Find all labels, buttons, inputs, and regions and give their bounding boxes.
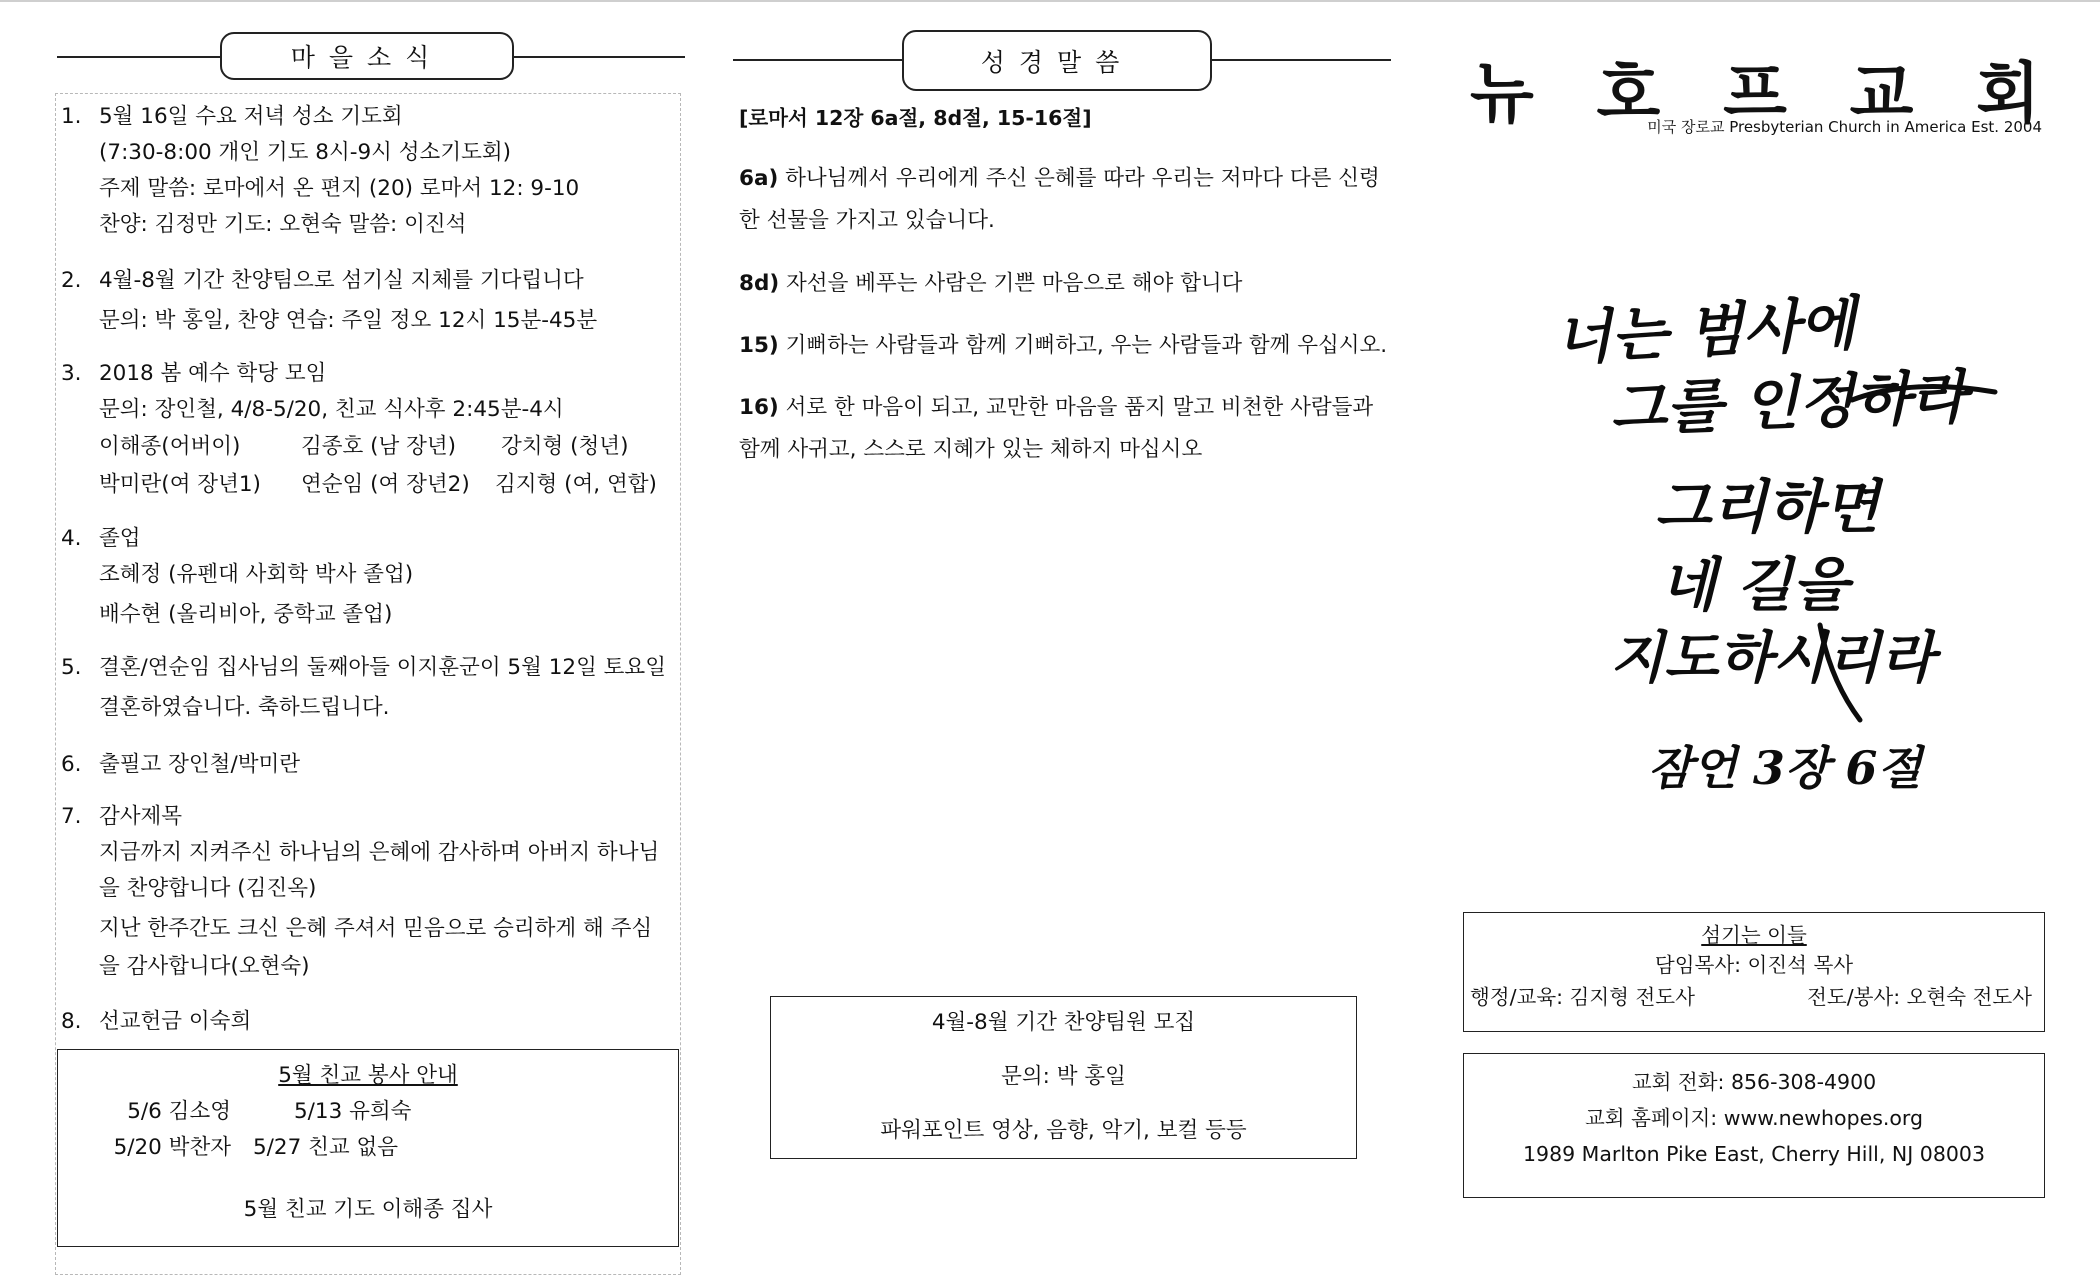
fellowship-service-title: 5월 친교 봉사 안내 (278, 1063, 458, 1088)
verse-16: 16) 서로 한 마음이 되고, 교만한 마음을 품지 말고 비천한 사람들과 함께 사귀고, 스스로 지혜가 있는 체하지 마십시오 (739, 395, 1374, 462)
fellowship-row-2: 5/20 박찬자 5/27 친교 없음 (113, 1135, 399, 1160)
top-border (0, 0, 2100, 2)
verse-label: 16) (739, 395, 779, 420)
calligraphy-line-2: 그를 인정하라 (1609, 362, 1968, 444)
servants-title: 섬기는 이들 (1701, 923, 1807, 947)
servants-box (1463, 912, 2045, 1032)
church-name-char: 호 (1596, 55, 1661, 132)
calligraphy-line-3: 그리하면 (1655, 473, 1880, 541)
senior-pastor: 담임목사: 이진석 목사 (1654, 953, 1854, 977)
church-name-char: 교 (1849, 55, 1914, 132)
recruit-title: 4월-8월 기간 찬양팀원 모집 (931, 1010, 1196, 1035)
contact-box (1463, 1053, 2045, 1198)
church-address: 1989 Marlton Pike East, Cherry Hill, NJ 08003 (1522, 1142, 1985, 1166)
verse-6a: 6a) 하나님께서 우리에게 주신 은혜를 따라 우리는 저마다 다른 신령 한 선물을 가지고 있습니다. (739, 166, 1380, 233)
news-item-2: 2. 4월-8월 기간 찬양팀으로 섬기실 지체를 기다립니다 문의: 박 홍일, 찬양 연습: 주일 정오 12시 15분-45분 (61, 268, 598, 333)
calligraphy-stroke-1 (1850, 370, 2000, 420)
church-name-char: 뉴 (1470, 55, 1534, 132)
recruit-roles: 파워포인트 영상, 음향, 악기, 보컬 등등 (880, 1118, 1247, 1143)
verse-label: 8d) (739, 271, 780, 296)
calligraphy-line-1: 너는 범사에 (1553, 289, 1858, 373)
servants-row (1464, 981, 2044, 1013)
church-phone: 교회 전화: 856-308-4900 (1631, 1070, 1877, 1094)
calligraphy-reference: 잠언 3장 6절 (1648, 741, 1922, 795)
news-item-4: 4. 졸업 조혜정 (유펜대 사회학 박사 졸업) 배수현 (올리비아, 중학교 졸업) (61, 526, 414, 627)
scripture-reference: [로마서 12장 6a절, 8d절, 15-16절] (739, 106, 1092, 130)
village-news-title: 마을소식 (220, 32, 514, 80)
admin-education: 행정/교육: 김지형 전도사 (1470, 985, 1695, 1009)
worship-team-recruit-box (770, 996, 1357, 1159)
verse-8d: 8d) 자선을 베푸는 사람은 기쁜 마음으로 해야 합니다 (739, 271, 1243, 296)
recruit-contact: 문의: 박 홍일 (1001, 1064, 1126, 1089)
news-item-3: 3. 2018 봄 예수 학당 모임 문의: 장인철, 4/8-5/20, 친교 식사후 2:45분-4시 이해종(어버이) 김종호 (남 장년) 강치형 (청년) 박미란(여 장년1) 연순임 (여 장년2) 김지형 (여, 연합) (61, 361, 657, 497)
verse-label: 6a) (739, 166, 779, 191)
church-homepage: 교회 홈페이지: www.newhopes.org (1584, 1106, 1924, 1130)
news-item-7: 7. 감사제목 지금까지 지켜주신 하나님의 은혜에 감사하며 아버지 하나님 을 찬양합니다 (김진옥) 지난 한주간도 크신 은혜 주셔서 믿음으로 승리하게 해 주심 을 감사합니다(오현숙) (61, 804, 660, 979)
calligraphy-stroke-2 (1800, 620, 1880, 730)
news-item-8: 8. 선교헌금 이숙희 (61, 1009, 252, 1034)
news-item-6: 6. 출필고 장인철/박미란 (61, 752, 300, 777)
news-item-5: 5. 결혼/연순임 집사님의 둘째아들 이지훈군이 5월 12일 토요일 결혼하였습니다. 축하드립니다. (61, 655, 666, 720)
fellowship-service-box (57, 1049, 679, 1247)
calligraphy-line-4: 네 길을 (1660, 551, 1849, 619)
fellowship-row-1: 5/6 김소영 5/13 유희숙 (127, 1099, 412, 1124)
church-subtitle: 미국 장로교 Presbyterian Church in America Est. 2004 (1647, 118, 2042, 136)
church-name-char: 프 (1723, 55, 1787, 132)
fellowship-prayer: 5월 친교 기도 이해종 집사 (243, 1197, 493, 1222)
scripture-title: 성경말씀 (902, 30, 1212, 91)
church-name-char: 회 (1976, 55, 2040, 132)
calligraphy-line-5: 지도하시리라 (1610, 625, 1935, 691)
news-item-1: 1. 5월 16일 수요 저녁 성소 기도회 (7:30-8:00 개인 기도 8시-9시 성소기도회) 주제 말씀: 로마에서 온 편지 (20) 로마서 12: 9-10 찬양: 김정만 기도: 오현숙 말씀: 이진석 (61, 104, 580, 237)
verse-15: 15) 기뻐하는 사람들과 함께 기뻐하고, 우는 사람들과 함께 우십시오. (739, 333, 1388, 358)
verse-label: 15) (739, 333, 779, 358)
evangelism-service: 전도/봉사: 오현숙 전도사 (1807, 985, 2032, 1009)
